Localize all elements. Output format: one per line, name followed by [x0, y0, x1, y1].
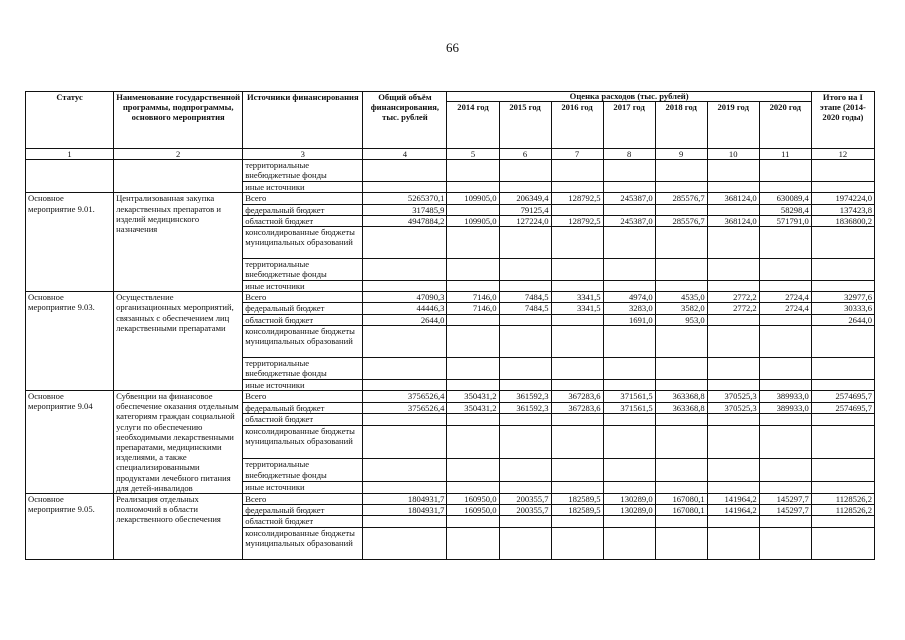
amount-cell	[603, 204, 655, 215]
amount-cell	[707, 426, 759, 459]
amount-cell	[811, 516, 874, 527]
amount-cell: 79125,4	[499, 204, 551, 215]
header-itogo: Итого на I этапе (2014-2020 годы)	[811, 92, 874, 149]
amount-cell	[759, 459, 811, 482]
amount-cell	[363, 527, 447, 559]
amount-cell: 371561,5	[603, 391, 655, 403]
amount-cell	[447, 227, 499, 259]
amount-cell	[655, 516, 707, 527]
table-row	[26, 160, 875, 182]
amount-cell: 1974224,0	[811, 193, 874, 204]
amount-cell	[499, 357, 551, 379]
amount-cell	[447, 259, 499, 281]
amount-cell	[551, 182, 603, 193]
amount-cell	[811, 357, 874, 379]
amount-cell	[551, 426, 603, 459]
amount-cell	[811, 379, 874, 390]
amount-cell	[447, 325, 499, 357]
amount-cell	[759, 357, 811, 379]
amount-cell: 953,0	[655, 314, 707, 325]
amount-cell	[707, 414, 759, 426]
program-name-cell: Централизованная закупка лекарственных препаратов и изделий медицинского назначения	[114, 193, 243, 292]
amount-cell: 206349,4	[499, 193, 551, 204]
amount-cell	[499, 527, 551, 559]
amount-cell	[603, 516, 655, 527]
amount-cell: 1128526,2	[811, 494, 874, 505]
amount-cell: 130289,0	[603, 505, 655, 516]
amount-cell	[447, 314, 499, 325]
amount-cell	[759, 160, 811, 182]
amount-cell	[707, 160, 759, 182]
header-year: 2014 год	[447, 102, 499, 149]
amount-cell	[363, 325, 447, 357]
amount-cell	[447, 482, 499, 494]
amount-cell	[447, 357, 499, 379]
amount-cell: 127224,0	[499, 215, 551, 226]
amount-cell: 350431,2	[447, 391, 499, 403]
amount-cell	[811, 182, 874, 193]
amount-cell	[603, 259, 655, 281]
amount-cell	[707, 259, 759, 281]
amount-cell: 2724,4	[759, 292, 811, 303]
amount-cell	[707, 516, 759, 527]
column-number: 6	[499, 149, 551, 160]
amount-cell	[707, 379, 759, 390]
column-number-row	[26, 149, 875, 160]
header-year: 2019 год	[707, 102, 759, 149]
amount-cell	[447, 459, 499, 482]
amount-cell	[603, 357, 655, 379]
amount-cell: 141964,2	[707, 505, 759, 516]
amount-cell	[363, 459, 447, 482]
table-body	[26, 149, 875, 560]
status-cell: Основное мероприятие 9.04	[26, 391, 114, 494]
amount-cell	[811, 325, 874, 357]
column-number: 1	[26, 149, 114, 160]
amount-cell: 1836800,2	[811, 215, 874, 226]
amount-cell	[759, 227, 811, 259]
amount-cell	[655, 527, 707, 559]
funding-source-cell: консолидированные бюджеты муниципальных образований	[243, 227, 363, 259]
amount-cell	[707, 182, 759, 193]
amount-cell: 3341,5	[551, 292, 603, 303]
amount-cell	[811, 414, 874, 426]
funding-source-cell: территориальные внебюджетные фонды	[243, 459, 363, 482]
funding-source-cell: иные источники	[243, 281, 363, 292]
amount-cell	[707, 357, 759, 379]
amount-cell: 182589,5	[551, 494, 603, 505]
amount-cell	[363, 516, 447, 527]
header-year: 2018 год	[655, 102, 707, 149]
table-row	[26, 292, 875, 303]
amount-cell	[499, 482, 551, 494]
amount-cell: 317485,9	[363, 204, 447, 215]
amount-cell: 1804931,7	[363, 494, 447, 505]
amount-cell	[551, 314, 603, 325]
funding-source-cell: федеральный бюджет	[243, 303, 363, 314]
funding-source-cell: иные источники	[243, 182, 363, 193]
status-cell	[26, 160, 114, 193]
column-number: 9	[655, 149, 707, 160]
amount-cell: 47090,3	[363, 292, 447, 303]
amount-cell	[363, 182, 447, 193]
table-row	[26, 193, 875, 204]
amount-cell	[811, 281, 874, 292]
amount-cell	[811, 259, 874, 281]
funding-source-cell: федеральный бюджет	[243, 204, 363, 215]
amount-cell	[551, 259, 603, 281]
amount-cell	[447, 426, 499, 459]
amount-cell	[759, 325, 811, 357]
amount-cell	[707, 527, 759, 559]
table-row	[26, 391, 875, 403]
column-number: 8	[603, 149, 655, 160]
amount-cell	[499, 281, 551, 292]
amount-cell	[447, 160, 499, 182]
amount-cell	[811, 426, 874, 459]
amount-cell	[707, 325, 759, 357]
amount-cell	[447, 379, 499, 390]
amount-cell	[707, 281, 759, 292]
amount-cell	[363, 227, 447, 259]
amount-cell	[603, 325, 655, 357]
amount-cell	[551, 459, 603, 482]
amount-cell: 3582,0	[655, 303, 707, 314]
amount-cell	[499, 426, 551, 459]
amount-cell	[707, 482, 759, 494]
amount-cell	[759, 527, 811, 559]
amount-cell	[447, 527, 499, 559]
amount-cell: 3756526,4	[363, 402, 447, 414]
amount-cell: 2574695,7	[811, 391, 874, 403]
amount-cell	[603, 160, 655, 182]
amount-cell: 200355,7	[499, 494, 551, 505]
amount-cell: 571791,0	[759, 215, 811, 226]
amount-cell	[707, 314, 759, 325]
header-status: Статус	[26, 92, 114, 149]
amount-cell: 1804931,7	[363, 505, 447, 516]
amount-cell	[499, 314, 551, 325]
amount-cell	[551, 227, 603, 259]
amount-cell	[707, 227, 759, 259]
amount-cell: 370525,3	[707, 402, 759, 414]
amount-cell	[655, 259, 707, 281]
amount-cell: 1691,0	[603, 314, 655, 325]
status-cell: Основное мероприятие 9.05.	[26, 494, 114, 560]
amount-cell	[655, 325, 707, 357]
funding-source-cell: федеральный бюджет	[243, 505, 363, 516]
amount-cell: 167080,1	[655, 505, 707, 516]
header-row	[26, 92, 875, 102]
amount-cell	[447, 182, 499, 193]
amount-cell: 182589,5	[551, 505, 603, 516]
amount-cell: 2772,2	[707, 303, 759, 314]
funding-source-cell: Всего	[243, 292, 363, 303]
amount-cell: 5265370,1	[363, 193, 447, 204]
funding-source-cell: территориальные внебюджетные фонды	[243, 259, 363, 281]
amount-cell: 245387,0	[603, 215, 655, 226]
amount-cell	[447, 516, 499, 527]
amount-cell	[811, 160, 874, 182]
amount-cell: 145297,7	[759, 505, 811, 516]
funding-source-cell: иные источники	[243, 379, 363, 390]
amount-cell	[655, 482, 707, 494]
amount-cell: 1128526,2	[811, 505, 874, 516]
funding-source-cell: федеральный бюджет	[243, 402, 363, 414]
amount-cell	[603, 459, 655, 482]
amount-cell: 368124,0	[707, 215, 759, 226]
amount-cell	[759, 426, 811, 459]
amount-cell	[811, 482, 874, 494]
amount-cell	[759, 414, 811, 426]
amount-cell: 630089,4	[759, 193, 811, 204]
amount-cell	[551, 325, 603, 357]
amount-cell: 160950,0	[447, 494, 499, 505]
amount-cell	[551, 379, 603, 390]
amount-cell	[551, 281, 603, 292]
funding-source-cell: территориальные внебюджетные фонды	[243, 357, 363, 379]
amount-cell: 7146,0	[447, 292, 499, 303]
amount-cell: 363368,8	[655, 402, 707, 414]
amount-cell	[363, 426, 447, 459]
amount-cell: 4974,0	[603, 292, 655, 303]
program-name-cell: Субвенции на финансовое обеспечение оказания отдельным категориям граждан социальной услуги по обеспечению необходимыми лекарственными препаратами, медицинскими изделиями, а также специализированными продуктами лечебного питания для детей-инвалидов	[114, 391, 243, 494]
amount-cell	[655, 459, 707, 482]
amount-cell	[655, 160, 707, 182]
amount-cell: 2772,2	[707, 292, 759, 303]
amount-cell: 58298,4	[759, 204, 811, 215]
amount-cell	[655, 204, 707, 215]
amount-cell: 370525,3	[707, 391, 759, 403]
amount-cell	[707, 459, 759, 482]
amount-cell	[655, 379, 707, 390]
amount-cell: 2724,4	[759, 303, 811, 314]
header-year: 2015 год	[499, 102, 551, 149]
amount-cell: 137423,8	[811, 204, 874, 215]
amount-cell	[759, 314, 811, 325]
amount-cell	[499, 325, 551, 357]
funding-source-cell: областной бюджет	[243, 314, 363, 325]
amount-cell: 361592,3	[499, 391, 551, 403]
amount-cell: 7146,0	[447, 303, 499, 314]
funding-source-cell: иные источники	[243, 482, 363, 494]
amount-cell	[551, 204, 603, 215]
amount-cell: 128792,5	[551, 193, 603, 204]
header-total: Общий объём финансирования, тыс. рублей	[363, 92, 447, 149]
amount-cell	[655, 182, 707, 193]
amount-cell	[499, 182, 551, 193]
amount-cell: 361592,3	[499, 402, 551, 414]
amount-cell	[603, 482, 655, 494]
amount-cell: 3756526,4	[363, 391, 447, 403]
amount-cell	[499, 227, 551, 259]
amount-cell	[363, 482, 447, 494]
amount-cell: 141964,2	[707, 494, 759, 505]
funding-source-cell: территориальные внебюджетные фонды	[243, 160, 363, 182]
column-number: 4	[363, 149, 447, 160]
column-number: 2	[114, 149, 243, 160]
amount-cell	[655, 227, 707, 259]
amount-cell	[363, 379, 447, 390]
header-year: 2016 год	[551, 102, 603, 149]
amount-cell	[499, 459, 551, 482]
amount-cell: 167080,1	[655, 494, 707, 505]
amount-cell	[603, 426, 655, 459]
amount-cell	[759, 516, 811, 527]
amount-cell	[499, 160, 551, 182]
column-number: 10	[707, 149, 759, 160]
column-number: 12	[811, 149, 874, 160]
amount-cell	[363, 357, 447, 379]
program-name-cell: Реализация отдельных полномочий в области лекарственного обеспечения	[114, 494, 243, 560]
amount-cell	[551, 516, 603, 527]
table-row	[26, 494, 875, 505]
amount-cell: 109905,0	[447, 193, 499, 204]
amount-cell: 44446,3	[363, 303, 447, 314]
amount-cell: 389933,0	[759, 391, 811, 403]
amount-cell	[447, 281, 499, 292]
program-name-cell: Осуществление организационных мероприятий, связанных с обеспечением лиц лекарственными препаратами	[114, 292, 243, 391]
amount-cell: 30333,6	[811, 303, 874, 314]
amount-cell: 4535,0	[655, 292, 707, 303]
amount-cell	[363, 259, 447, 281]
status-cell: Основное мероприятие 9.03.	[26, 292, 114, 391]
amount-cell	[499, 379, 551, 390]
header-year: 2017 год	[603, 102, 655, 149]
amount-cell: 200355,7	[499, 505, 551, 516]
amount-cell	[811, 459, 874, 482]
amount-cell: 285576,7	[655, 193, 707, 204]
amount-cell: 109905,0	[447, 215, 499, 226]
program-name-cell	[114, 160, 243, 193]
status-cell: Основное мероприятие 9.01.	[26, 193, 114, 292]
amount-cell	[499, 259, 551, 281]
amount-cell	[363, 281, 447, 292]
amount-cell	[603, 414, 655, 426]
amount-cell	[655, 281, 707, 292]
amount-cell	[655, 357, 707, 379]
amount-cell	[499, 414, 551, 426]
amount-cell	[603, 281, 655, 292]
amount-cell: 7484,5	[499, 292, 551, 303]
amount-cell	[551, 527, 603, 559]
budget-table	[25, 91, 875, 560]
amount-cell: 2644,0	[363, 314, 447, 325]
amount-cell: 3283,0	[603, 303, 655, 314]
funding-source-cell: областной бюджет	[243, 215, 363, 226]
funding-source-cell: областной бюджет	[243, 516, 363, 527]
funding-source-cell: консолидированные бюджеты муниципальных образований	[243, 426, 363, 459]
amount-cell: 367283,6	[551, 402, 603, 414]
column-number: 5	[447, 149, 499, 160]
funding-source-cell: областной бюджет	[243, 414, 363, 426]
amount-cell: 3341,5	[551, 303, 603, 314]
amount-cell	[759, 482, 811, 494]
amount-cell	[759, 259, 811, 281]
amount-cell	[759, 182, 811, 193]
amount-cell	[363, 414, 447, 426]
amount-cell	[707, 204, 759, 215]
amount-cell: 2574695,7	[811, 402, 874, 414]
amount-cell	[551, 414, 603, 426]
amount-cell	[759, 281, 811, 292]
funding-source-cell: консолидированные бюджеты муниципальных образований	[243, 527, 363, 559]
amount-cell	[447, 204, 499, 215]
column-number: 11	[759, 149, 811, 160]
amount-cell	[811, 227, 874, 259]
amount-cell: 350431,2	[447, 402, 499, 414]
amount-cell	[759, 379, 811, 390]
amount-cell: 160950,0	[447, 505, 499, 516]
amount-cell: 285576,7	[655, 215, 707, 226]
amount-cell	[603, 379, 655, 390]
funding-source-cell: Всего	[243, 391, 363, 403]
amount-cell	[655, 426, 707, 459]
amount-cell	[603, 182, 655, 193]
amount-cell	[603, 227, 655, 259]
amount-cell: 2644,0	[811, 314, 874, 325]
amount-cell: 389933,0	[759, 402, 811, 414]
column-number: 7	[551, 149, 603, 160]
amount-cell	[811, 527, 874, 559]
amount-cell: 368124,0	[707, 193, 759, 204]
amount-cell: 130289,0	[603, 494, 655, 505]
amount-cell	[363, 160, 447, 182]
amount-cell: 245387,0	[603, 193, 655, 204]
amount-cell: 367283,6	[551, 391, 603, 403]
funding-source-cell: Всего	[243, 193, 363, 204]
amount-cell: 4947884,2	[363, 215, 447, 226]
header-name: Наименование государственной программы, подпрограммы, основного мероприятия	[114, 92, 243, 149]
amount-cell	[551, 482, 603, 494]
funding-source-cell: Всего	[243, 494, 363, 505]
header-year: 2020 год	[759, 102, 811, 149]
page-number: 66	[446, 40, 459, 55]
amount-cell: 363368,8	[655, 391, 707, 403]
amount-cell	[603, 527, 655, 559]
amount-cell: 32977,6	[811, 292, 874, 303]
funding-source-cell: консолидированные бюджеты муниципальных образований	[243, 325, 363, 357]
amount-cell: 145297,7	[759, 494, 811, 505]
amount-cell: 371561,5	[603, 402, 655, 414]
amount-cell	[655, 414, 707, 426]
amount-cell: 7484,5	[499, 303, 551, 314]
header-sources: Источники финансирования	[243, 92, 363, 149]
amount-cell	[499, 516, 551, 527]
header-estimate: Оценка расходов (тыс. рублей)	[447, 92, 811, 102]
amount-cell	[447, 414, 499, 426]
amount-cell	[551, 357, 603, 379]
amount-cell: 128792,5	[551, 215, 603, 226]
amount-cell	[551, 160, 603, 182]
column-number: 3	[243, 149, 363, 160]
